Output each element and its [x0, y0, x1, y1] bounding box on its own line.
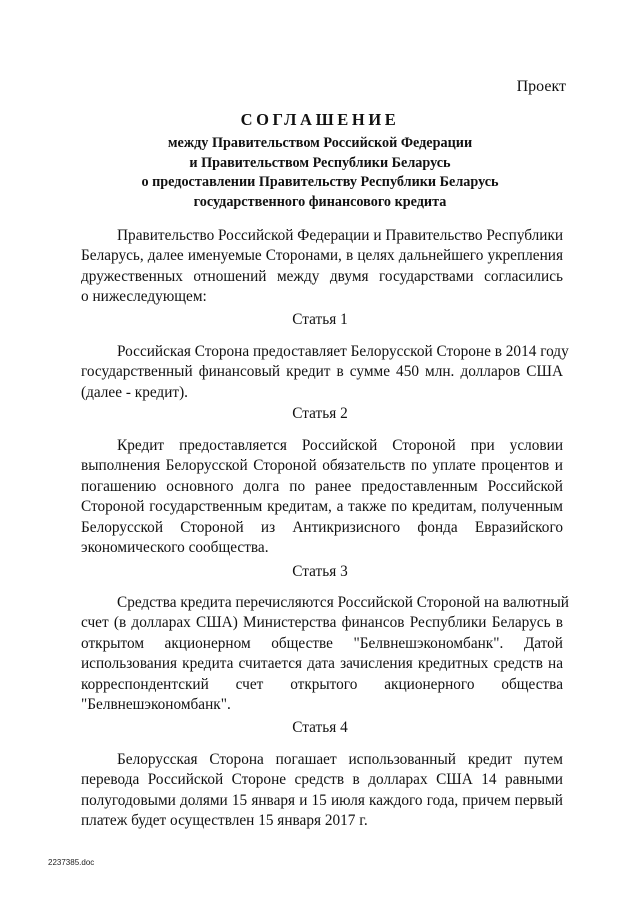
article-2-heading: Статья 2	[292, 405, 348, 422]
subtitle-line: государственного финансового кредита	[193, 193, 447, 210]
article-3-heading: Статья 3	[292, 563, 348, 580]
preamble-paragraph	[81, 226, 563, 308]
subtitle-line: между Правительством Российской Федерации	[167, 135, 473, 151]
paragraph-line: корреспондентский счет открытого акционерного общества	[81, 675, 563, 693]
paragraph-line: дружественных отношений между двумя государствами согласились	[81, 267, 563, 285]
document-title: СОГЛАШЕНИЕ	[240, 110, 400, 129]
paragraph-line: Стороной государственным кредитам, а также по кредитам, полученным	[81, 498, 563, 516]
subtitle-line: о предоставлении Правительству Республики Беларусь	[141, 174, 499, 191]
article-4-text	[81, 750, 563, 832]
draft-label: Проект	[516, 78, 566, 95]
document-subtitle	[0, 134, 640, 212]
paragraph-line: выполнения Белорусской Стороной обязательств по уплате процентов и	[81, 457, 563, 475]
paragraph-line: полугодовыми долями 15 января и 15 июля каждого года, причем первый	[81, 791, 563, 809]
file-name-footer: 2237385.doc	[48, 858, 95, 867]
paragraph-line: Средства кредита перечисляются Российской Стороной на валютный	[117, 594, 569, 611]
paragraph-line: экономического сообщества.	[81, 539, 269, 557]
paragraph-line: государственный финансовый кредит в сумме 450 млн. долларов США	[81, 363, 563, 381]
paragraph-line: (далее - кредит).	[81, 383, 188, 401]
paragraph-line: использования кредита считается дата зачисления кредитных средств на	[81, 655, 563, 673]
paragraph-line: Беларусь, далее именуемые Сторонами, в целях дальнейшего укрепления	[81, 247, 563, 265]
subtitle-line: и Правительством Республики Беларусь	[189, 154, 451, 171]
article-3-text	[81, 593, 569, 715]
paragraph-line: платеж будет осуществлен 15 января 2017 г.	[81, 812, 368, 830]
paragraph-line: счет (в долларах США) Министерства финансов Республики Беларусь в	[81, 614, 563, 632]
paragraph-line: Российская Сторона предоставляет Белорусской Стороне в 2014 году	[117, 343, 569, 360]
article-1-text	[81, 342, 569, 403]
paragraph-line: "Белвнешэкономбанк".	[81, 696, 231, 714]
paragraph-line: Правительство Российской Федерации и Правительство Республики	[117, 227, 564, 244]
paragraph-line: перевода Российской Стороне средств в долларах США 14 равными	[81, 771, 563, 789]
paragraph-line: Кредит предоставляется Российской Стороной при условии	[117, 437, 563, 454]
paragraph-line: Белорусской Стороной из Антикризисного фонда Евразийского	[81, 518, 563, 536]
paragraph-line: о нижеследующем:	[81, 288, 207, 306]
article-4-heading: Статья 4	[292, 719, 348, 736]
paragraph-line: погашению основного долга по ранее предоставленным Российской	[81, 477, 563, 495]
article-1-heading: Статья 1	[292, 311, 348, 328]
paragraph-line: Белорусская Сторона погашает использованный кредит путем	[117, 751, 563, 768]
article-2-text	[81, 436, 563, 558]
paragraph-line: открытом акционерном обществе "Белвнешэкономбанк". Датой	[81, 634, 563, 652]
